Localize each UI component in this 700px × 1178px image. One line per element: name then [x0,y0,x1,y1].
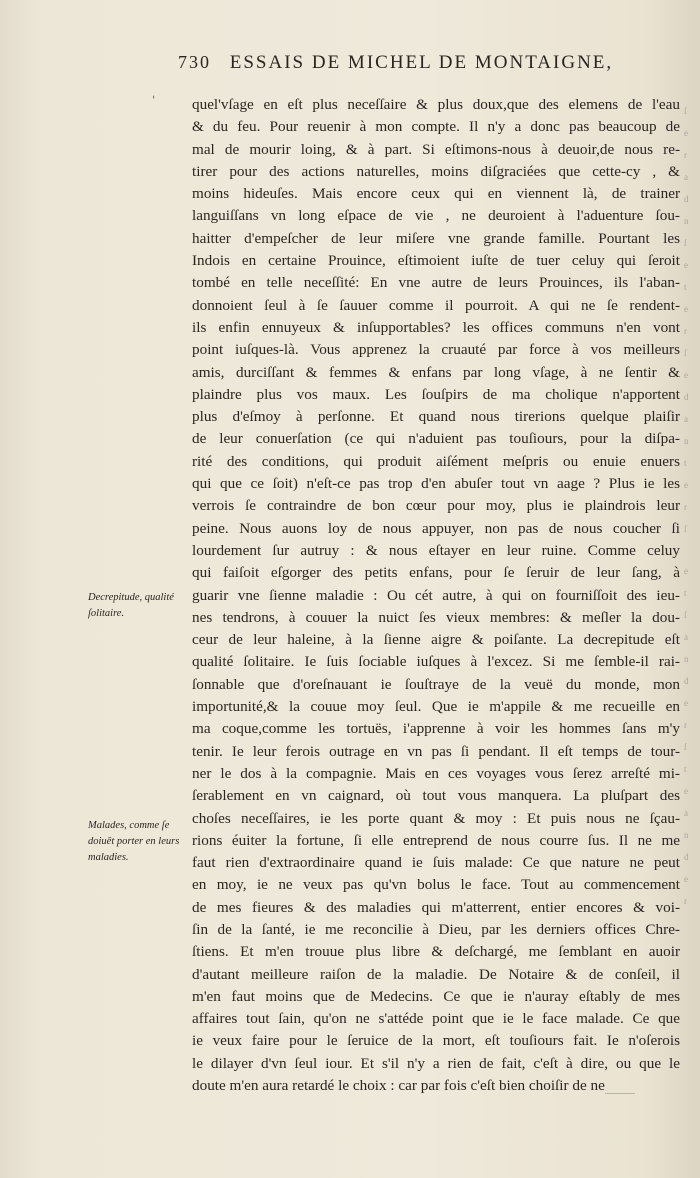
text-line: choſes neceſſaires, ie les porte quant & moy : Et puis nous ne ſçau- [192,809,680,827]
text-line: & du feu. Pour reuenir à mon compte. Il n'y a donc pas beaucoup de [192,118,680,136]
text-line: mal de mourir loing, & à part. Si eſtimons-nous à deuoir,de nous re- [192,140,680,158]
text-line: haitter d'empeſcher de leur miſere vne grande famille. Pourtant les [192,229,680,247]
text-line: ils enfin ennuyeux & inſupportables? les offices communs n'en vont [192,318,680,336]
text-line: qui que ce ſoit) n'eſt-ce pas trop d'en abuſer tout vn aage ? Plus ie les [192,475,680,493]
text-line: qualité ſolitaire. Ie ſuis ſociable iuſques à l'excez. Si me ſemble-il rai- [192,653,680,671]
text-line: en moy, ie ne veux pas qu'vn bolus le face. Tout au commencement [192,876,680,894]
margin-note-malades: Malades, comme ſe doiuēt porter en leurs maladies. [88,820,180,863]
text-line: moins hideuſes. Mais encore ceux qui en viennent là, de trainer [192,185,680,203]
text-line: verrois ſe contraindre de bon cœur pour moy, plus ie plaindrois leur [192,497,680,515]
text-line: nes tendrons, à couuer la nuict ſes vieux membres: & meſler la dou- [192,608,680,626]
margin-tick-icon: ˈ [152,94,156,108]
text-line: doute m'en aura retardé le choix : car par fois c'eſt bien choiſir de ne [192,1077,605,1095]
text-line: importunité,& la couue moy ſeul. Que ie m'appile & me recueille en [192,698,680,716]
text-line: rions éuiter la fortune, ſi elle entreprend de nous courre ſus. Il ne me [192,831,680,849]
text-line: ie veux faire pour le ſeruice de la mort, eſt touſiours fait. Ie n'oſerois [192,1032,680,1050]
bleed-through-marks: ſ e r a d n ſ e t e r ſ e d a n t e r ſ [684,106,689,534]
text-line: de leur conuerſation (ce qui n'aduient pas touſiours, pour la diſpa- [192,430,680,448]
text-line: donnoient ſeul à ſe ſauuer comme il pourroit. A qui ne ſe rendent- [192,296,680,314]
page-header [178,52,658,74]
text-line: qui faiſoit eſgorger des petits enfans, pour ſe ſeruir de leur ſang, à [192,564,680,582]
text-line: ſonnable que d'oreſnauant ie ſouſtraye de la veuë du monde, mon [192,675,680,693]
text-line: ſtiens. Et m'en trouue plus libre & deſchargé, me ſemblant en auoir [192,943,680,961]
text-line: ſin de la ſanté, ie me reconcilie à Dieu, par les derniers offices Chre- [192,920,680,938]
text-line: ſerablement en vn caignard, où tout vous manquera. La pluſpart des [192,787,680,805]
text-line: lourdement ſur autruy : & nous eſtayer en leur ruine. Comme celuy [192,541,680,559]
text-line: de mes fieures & des maladies qui m'atterrent, entier encores & voi- [192,898,680,916]
text-line: ner le dos à la compagnie. Mais en ces voyages vous ſerez arreſté mi- [192,764,680,782]
text-line: Indois en certaine Prouince, eſtimoient iuſte de tuer celuy qui ſeroit [192,252,680,270]
page-number: 730 [178,52,211,72]
text-line: affaires tout ſain, qu'on ne s'attéde point que ie le face malade. Ce que [192,1010,680,1028]
text-line: languiſſans vn long eſpace de vie , ne deuroient à l'aduenture ſou- [192,207,680,225]
text-line: faut rien d'extraordinaire quand ie ſuis malade: Ce que nature ne peut [192,854,680,872]
text-line: tirer pour des actions naturelles, moins diſgraciées que cette-cy , & [192,162,680,180]
text-line: tombé en telle neceſſité: En vne autre de leurs Prouinces, ils l'aban- [192,274,680,292]
text-line: ceur de leur haleine, à la ſienne aigre & poiſante. La decrepitude eſt [192,631,680,649]
running-title: ESSAIS DE MICHEL DE MONTAIGNE, [229,52,614,73]
text-line: plus d'eſmoy à perſonne. Et quand nous tirerions quelque plaiſir [192,408,680,426]
text-line: le dilayer d'vn ſeul iour. Et s'il n'y a rien de fait, c'eſt à dire, ou que le [192,1054,680,1072]
text-line: peine. Nous auons loy de nous appuyer, non pas de nous coucher ſi [192,519,680,537]
text-line: quel'vſage en eſt plus neceſſaire & plus doux,que des elemens de l'eau [192,96,680,113]
text-line: plaindre plus vos maux. Les ſouſpirs de ma cholique n'apportent [192,385,680,403]
text-line: rité des conditions, qui produit aiſément meſpris ou enuie enuers [192,452,680,470]
text-line: guarir vne ſienne maladie : Ou cét autre, à qui on fourniſſoit des ieu- [192,586,680,604]
text-line: ma coque,comme les tortuës, i'apprenne à voir les hommes ſans m'y [192,720,680,738]
bleed-through-marks-lower: e t ſ a n d e r ſ t e a n d e r [684,566,689,906]
text-line: point iuſques-là. Vous apprenez la cruauté par force à vos meilleurs [192,341,680,359]
text-line: amis, durciſſant & femmes & enfans par long vſage, à ne ſentir & [192,363,680,381]
text-line: m'en faut moins que de Medecins. Ce que ie n'auray eſtably de mes [192,987,680,1005]
paper-blemish [605,1093,635,1094]
text-line: tenir. Ie leur ferois outrage en vn pas ſi pendant. Il eſt temps de tour- [192,742,680,760]
body-text [192,94,680,1097]
margin-note-decrepitude: Decrepitude, qualité ſolitaire. [88,592,174,619]
text-line: d'autant meilleure raiſon de la maladie. De Notaire & de conſeil, il [192,965,680,983]
